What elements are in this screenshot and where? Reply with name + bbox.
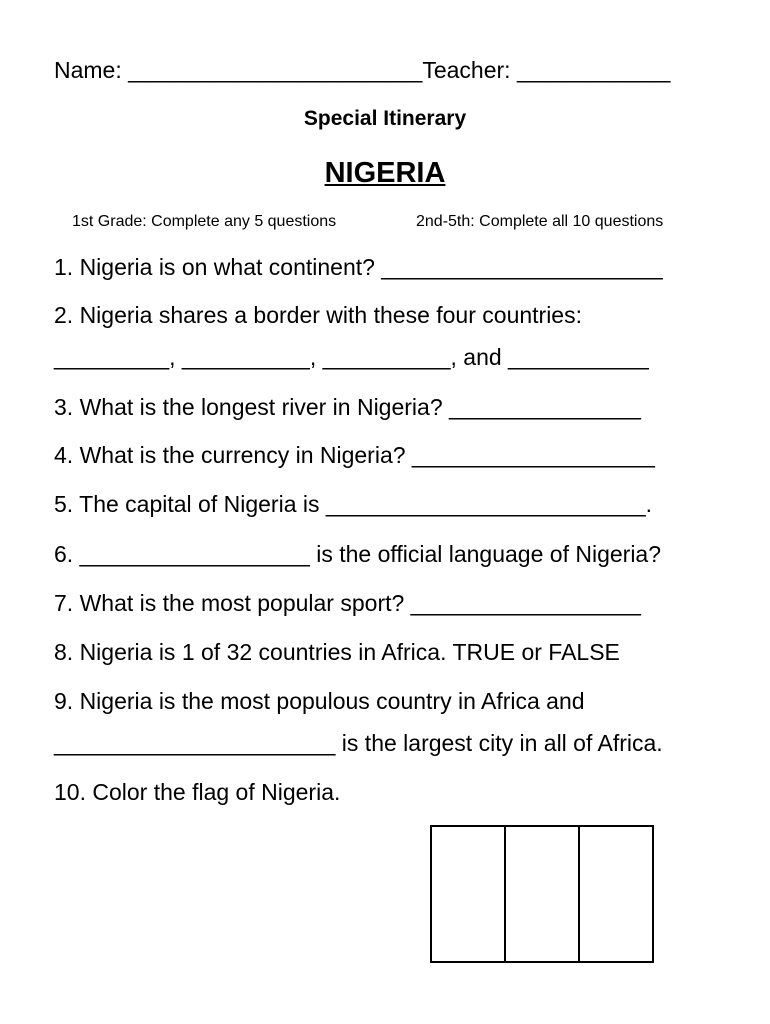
upper-grades-instruction: 2nd-5th: Complete all 10 questions	[416, 213, 664, 230]
question-8: 8. Nigeria is 1 of 32 countries in Africa. TRUE or FALSE	[54, 639, 620, 665]
question-7: 7. What is the most popular sport? __________________	[54, 590, 641, 616]
question-5: 5. The capital of Nigeria is _________________________.	[54, 491, 653, 517]
question-2-blanks: _________, __________, __________, and ___________	[54, 344, 649, 370]
question-3: 3. What is the longest river in Nigeria? _______________	[54, 394, 641, 420]
question-9: 9. Nigeria is the most populous country in Africa and	[54, 688, 585, 714]
question-4: 4. What is the currency in Nigeria? ___________________	[54, 442, 655, 468]
worksheet-subtitle: Special Itinerary	[303, 107, 467, 130]
flag-stripe-right	[578, 827, 652, 961]
name-teacher-line: Name: _______________________Teacher: ____________	[54, 57, 671, 83]
flag-stripe-left	[432, 827, 504, 961]
question-9-blank: ______________________ is the largest city in all of Africa.	[54, 730, 663, 756]
question-1: 1. Nigeria is on what continent? ______________________	[54, 254, 663, 280]
flag-outline	[430, 825, 654, 963]
question-2: 2. Nigeria shares a border with these four countries:	[54, 302, 582, 328]
question-10: 10. Color the flag of Nigeria.	[54, 779, 341, 805]
first-grade-instruction: 1st Grade: Complete any 5 questions	[72, 213, 337, 230]
flag-stripe-middle	[504, 827, 578, 961]
worksheet-title: NIGERIA	[324, 157, 446, 189]
question-6: 6. __________________ is the official language of Nigeria?	[54, 541, 662, 567]
